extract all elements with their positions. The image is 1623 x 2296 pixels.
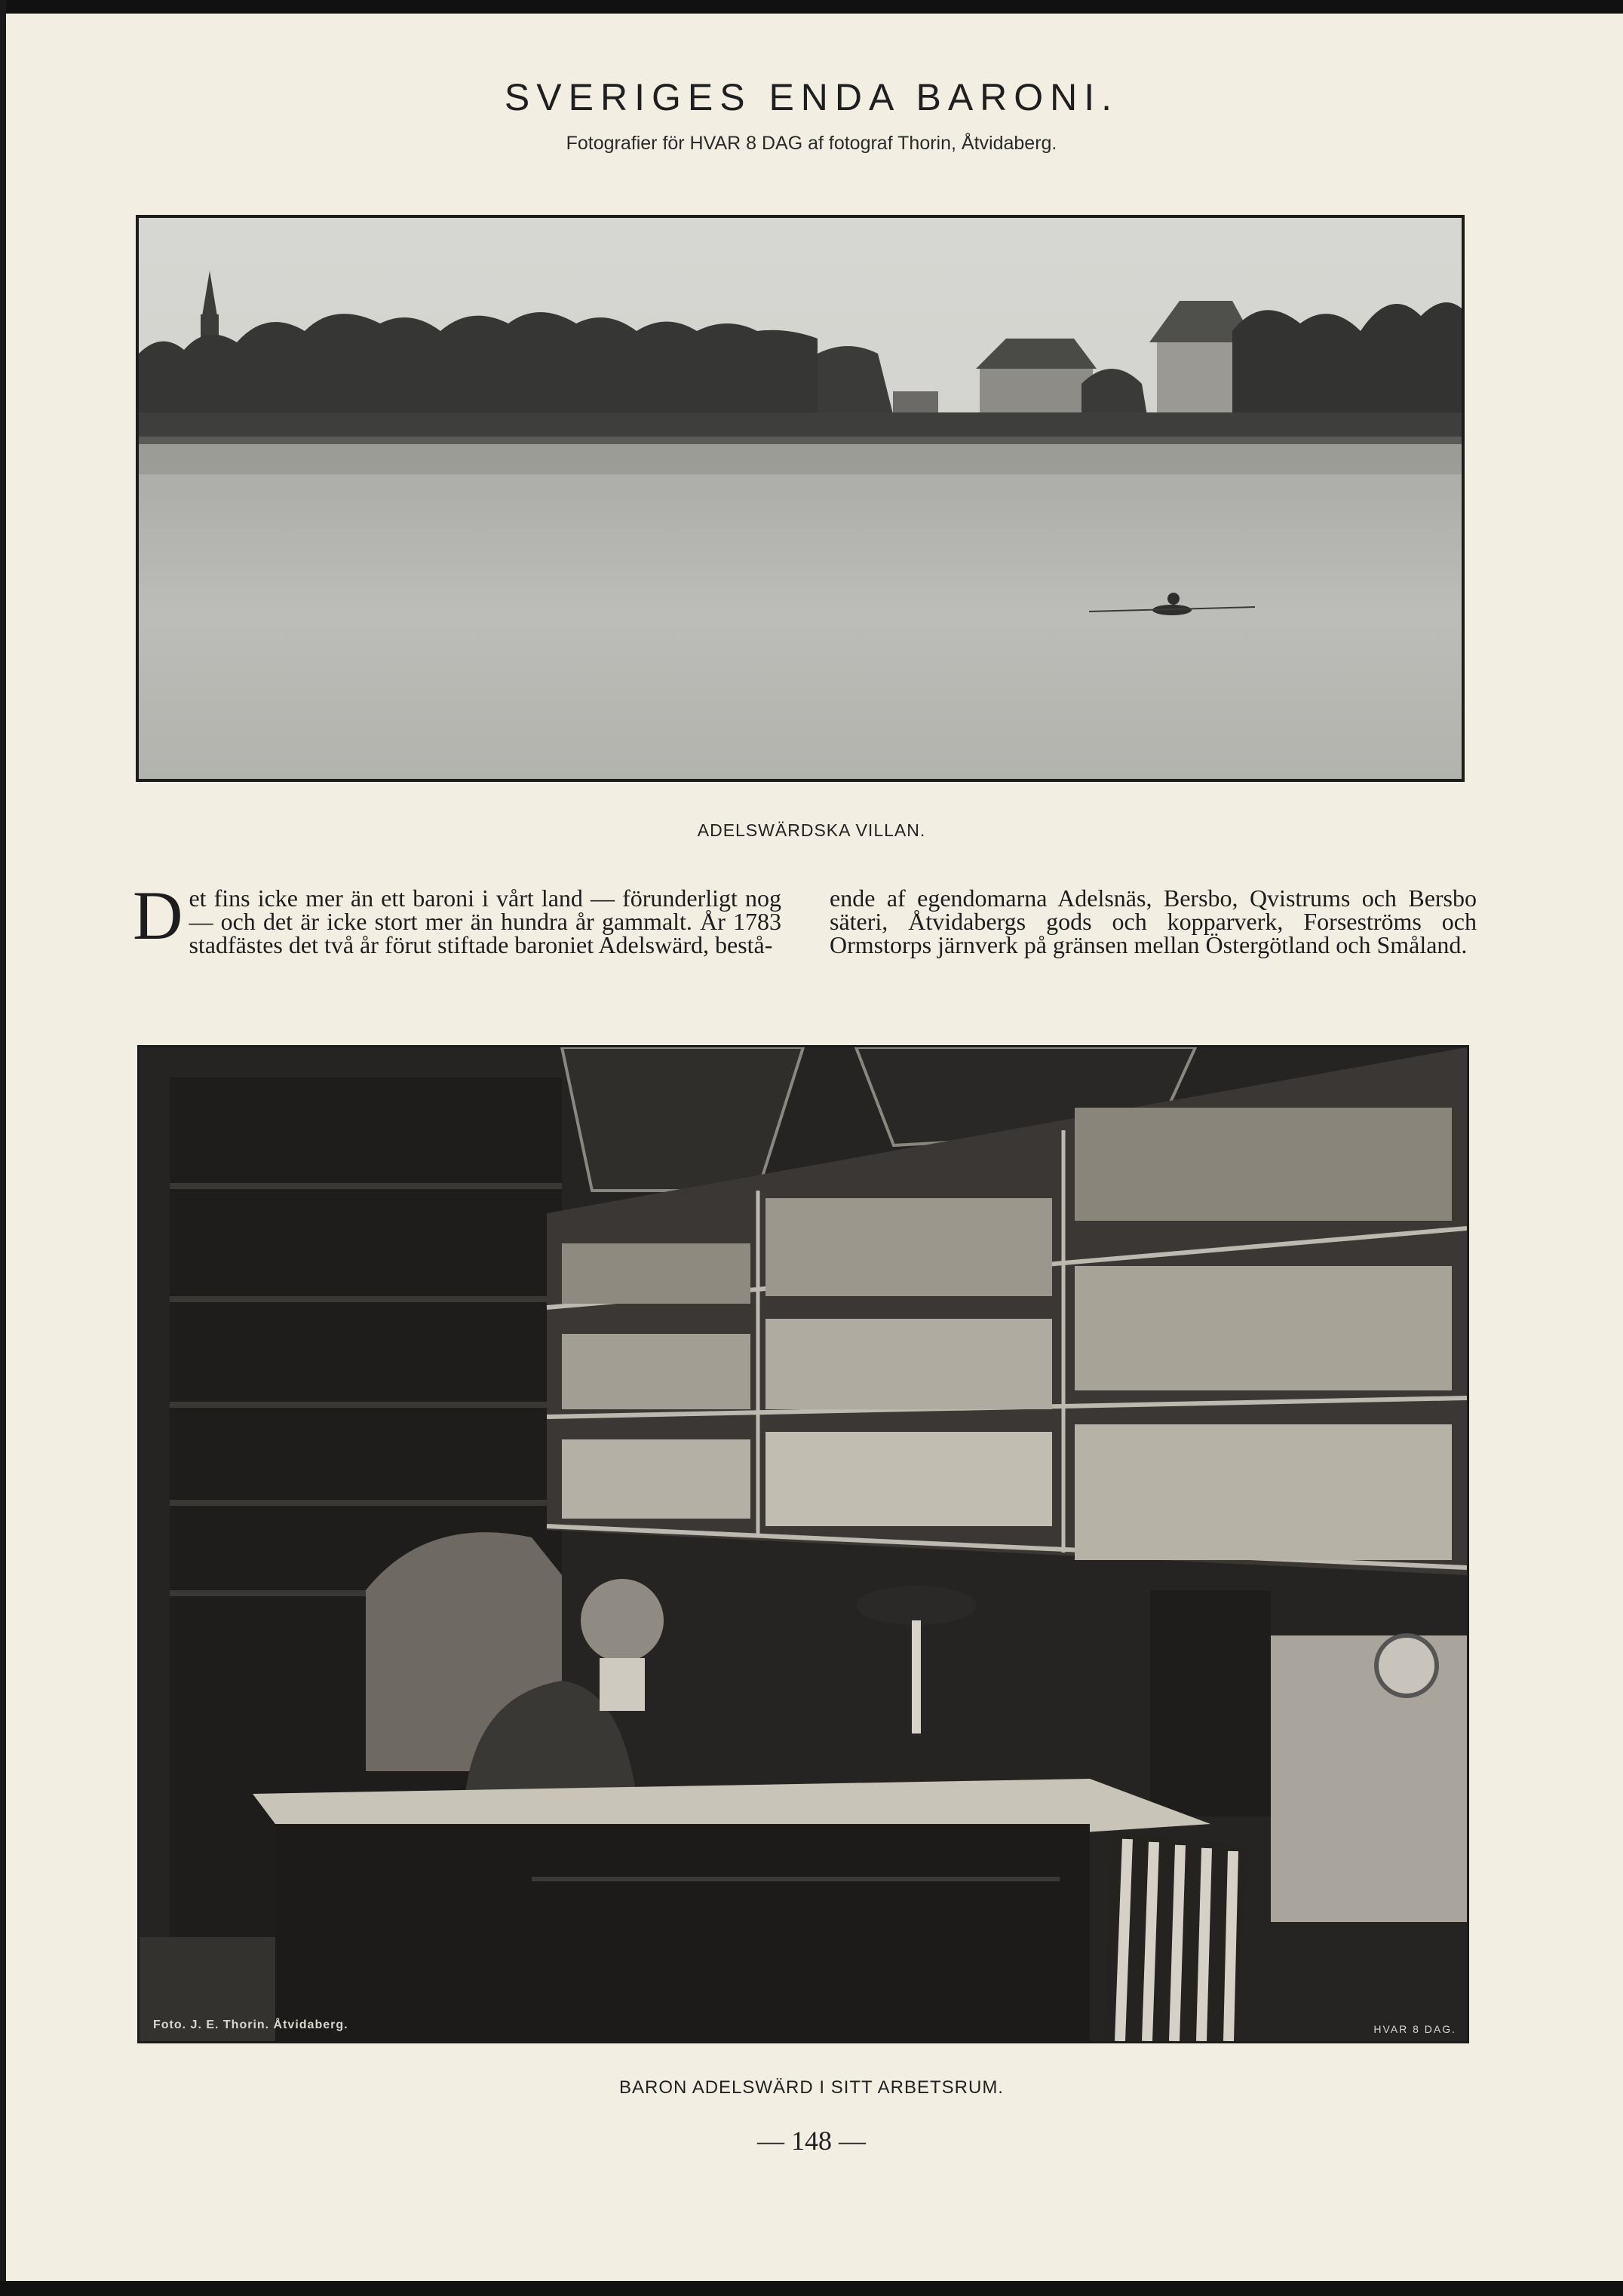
article-text-right: ende af egendomarna Adelsnäs, Bersbo, Qvistrums och Bersbo säteri, Åtvidabergs gods och kopparverk, Forseströms och Ormstorps järnverk på gränsen mellan Östergötland och Småland. [830, 884, 1477, 958]
article-column-left [133, 877, 781, 958]
drop-cap: D [133, 877, 183, 954]
page-subtitle: Fotografier för HVAR 8 DAG af fotograf Thorin, Åtvidaberg. [566, 133, 1057, 154]
study-photo-caption: BARON ADELSWÄRD I SITT ARBETSRUM. [619, 2077, 1004, 2098]
study-photo [137, 1045, 1469, 2043]
villa-photo [136, 215, 1465, 782]
photo-watermark: HVAR 8 DAG. [1373, 2023, 1456, 2035]
page-edge-bottom [0, 2281, 1623, 2296]
page-number: — 148 — [757, 2126, 866, 2156]
photo-credit: Foto. J. E. Thorin. Åtvidaberg. [153, 2019, 348, 2031]
page-edge-top [0, 0, 1623, 14]
page-edge-left [0, 0, 6, 2296]
article-column-right [830, 884, 1477, 958]
article-text-left: et fins icke mer än ett baroni i vårt land — förunderligt nog — och det är icke stort mer än hundra år gammalt. År 1783 stadfästes det två år förut stiftade baroniet Adelswärd, bestå- [189, 884, 781, 958]
page-title: SVERIGES ENDA BARONI. [504, 76, 1119, 118]
villa-photo-caption: ADELSWÄRDSKA VILLAN. [697, 820, 926, 840]
